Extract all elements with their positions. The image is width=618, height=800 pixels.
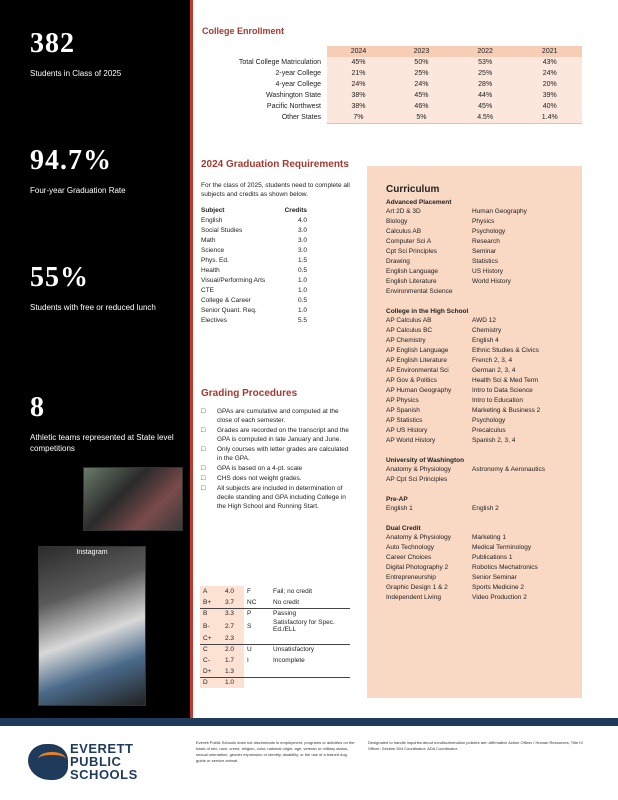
cell: 4.5%	[453, 112, 518, 123]
course-item: Statistics	[472, 258, 499, 265]
list-item: □ GPAs are cumulative and computed at the close of each semester.	[201, 407, 353, 425]
section-title: College Enrollment	[202, 26, 285, 36]
curriculum-section-title: College in the High School	[386, 308, 469, 315]
credits: 3.0	[297, 246, 307, 254]
symbol: F	[247, 588, 251, 595]
table-row	[202, 79, 582, 90]
curriculum-box	[367, 166, 582, 698]
year-header: 2023	[390, 46, 453, 57]
cell: 5%	[390, 112, 453, 123]
row-label: 4-year College	[275, 81, 321, 88]
stat-value: 382	[30, 28, 75, 59]
column-header: Subject	[201, 206, 225, 214]
subject: Visual/Performing Arts	[201, 276, 266, 284]
description: Unsatisfactory	[270, 644, 350, 655]
cell: 38%	[327, 101, 390, 112]
points: 2.7	[222, 619, 244, 633]
cell: 1.4%	[517, 112, 582, 123]
description	[270, 677, 350, 688]
course-item: AP English Language	[386, 347, 449, 354]
credits: 3.0	[297, 236, 307, 244]
table-row	[200, 666, 350, 677]
description: No credit	[273, 598, 300, 606]
grade: C-	[200, 655, 222, 666]
nondiscrimination-statement: Everett Public Schools does not discriminate in employment, programs or activities on the basis of sex, race, creed, religion, color, national origin, age, veteran or military status, sexual orientation, gender expression or identity, disability, or the use of a trained dog guide or service animal.	[196, 740, 355, 763]
course-item: Drawing	[386, 258, 410, 265]
table-row	[202, 57, 582, 68]
course-item: AP World History	[386, 437, 436, 444]
row-label: Other States	[281, 114, 321, 121]
subject: Math	[201, 236, 216, 244]
symbol: S	[247, 622, 252, 630]
course-item: AP Physics	[386, 397, 419, 404]
enrollment-table	[202, 46, 582, 124]
points: 2.3	[222, 633, 244, 644]
intro-text: For the class of 2025, students need to complete all subjects and credits as shown below.	[201, 182, 350, 198]
course-item: Ethnic Studies & Civics	[472, 347, 539, 354]
cell: 7%	[327, 112, 390, 123]
stat-value: 55%	[30, 262, 89, 293]
symbol	[244, 666, 270, 677]
logo-line: PUBLIC	[70, 754, 122, 769]
students-photo	[38, 546, 146, 706]
table-row	[201, 305, 353, 315]
graduation-requirements	[201, 158, 353, 325]
subject: College & Career	[201, 296, 251, 304]
footer-band	[0, 718, 618, 726]
credits: 1.5	[297, 256, 307, 264]
course-item: Marketing & Business 2	[472, 407, 541, 414]
points: 2.0	[222, 644, 244, 655]
curriculum-section-title: Advanced Placement	[386, 199, 452, 206]
grading-list	[201, 407, 353, 511]
row-label: 2-year College	[275, 70, 321, 77]
subject: Electives	[201, 316, 228, 324]
course-item: Marketing 1	[472, 534, 506, 541]
course-item: Auto Technology	[386, 544, 434, 551]
cell: 44%	[453, 90, 518, 101]
table-row	[201, 285, 353, 295]
section-title: Curriculum	[386, 184, 440, 195]
course-item: Medical Terminology	[472, 544, 532, 551]
points: 3.7	[222, 597, 244, 608]
table-row	[201, 235, 353, 245]
cell: 50%	[390, 57, 453, 68]
table-row	[201, 265, 353, 275]
college-enrollment	[202, 26, 582, 124]
course-item: US History	[472, 268, 504, 275]
photo-frame-label: Instagram	[76, 549, 108, 556]
course-item: Anatomy & Physiology	[386, 466, 452, 473]
cell: 21%	[327, 68, 390, 79]
cell: 39%	[517, 90, 582, 101]
course-item: Art 2D & 3D	[386, 208, 421, 215]
course-item: Biology	[386, 218, 408, 225]
description: Satisfactory for Spec. Ed./ELL	[273, 619, 335, 633]
course-item: Career Choices	[386, 554, 432, 561]
symbol	[244, 633, 270, 644]
credits: 4.0	[297, 216, 307, 224]
course-list	[386, 317, 570, 445]
credits: 1.0	[297, 306, 307, 314]
course-item: AP English Literature	[386, 357, 447, 364]
points: 1.0	[222, 677, 244, 688]
course-item: AWD 12	[472, 317, 496, 324]
symbol: I	[247, 657, 249, 664]
list-item: □ All subjects are included in determination of decile standing and GPA including College in the High School and Running Start.	[201, 484, 353, 511]
cell: 25%	[390, 68, 453, 79]
stat-label: Students in Class of 2025	[30, 69, 122, 78]
table-row	[201, 215, 353, 225]
course-item: Publications 1	[472, 554, 513, 561]
grade-scale	[200, 586, 350, 688]
course-item: Cpt Sci Principles	[386, 248, 437, 255]
grade: B-	[200, 619, 222, 633]
cell: 20%	[517, 79, 582, 90]
athlete-photo	[83, 467, 183, 531]
grade: D	[200, 677, 222, 688]
stat-value: 94.7%	[30, 145, 112, 176]
cell: 24%	[517, 68, 582, 79]
row-label: Washington State	[266, 92, 321, 99]
course-item: English Language	[386, 268, 439, 275]
course-item: Anatomy & Physiology	[386, 534, 452, 541]
subject: Health	[201, 266, 220, 274]
subject: English	[201, 216, 223, 224]
table-row	[201, 255, 353, 265]
table-row	[200, 644, 350, 655]
table-row	[201, 245, 353, 255]
course-item: Health Sci & Med Term	[472, 377, 539, 384]
table-row	[201, 275, 353, 285]
description: Passing	[270, 608, 350, 619]
cell: 38%	[327, 90, 390, 101]
course-item: English 4	[472, 337, 499, 344]
table-row	[202, 101, 582, 112]
course-item: Sports Medicine 2	[472, 584, 525, 591]
cell: 28%	[453, 79, 518, 90]
cell: 45%	[327, 57, 390, 68]
cell: 53%	[453, 57, 518, 68]
course-item: Human Geography	[472, 208, 527, 215]
credits: 0.5	[297, 296, 307, 304]
points: 3.3	[222, 608, 244, 619]
logo-swoosh-icon	[38, 752, 66, 766]
cell: 45%	[390, 90, 453, 101]
course-item: Entrepreneurship	[386, 574, 436, 581]
subject: Senior Quant. Req.	[201, 306, 257, 314]
course-list	[386, 208, 570, 296]
grade: C+	[200, 633, 222, 644]
course-item: Psychology	[472, 417, 506, 424]
course-item: World History	[472, 278, 511, 285]
symbol: P	[244, 608, 270, 619]
stat-free-lunch	[30, 262, 180, 313]
table-row	[201, 225, 353, 235]
grade: C	[200, 644, 222, 655]
course-item: French 2, 3, 4	[472, 357, 513, 364]
description	[270, 633, 350, 644]
course-item: AP Calculus BC	[386, 327, 433, 334]
row-label: Pacific Northwest	[266, 103, 321, 110]
course-item: AP Statistics	[386, 417, 423, 424]
list-item: □ Only courses with letter grades are calculated in the GPA.	[201, 445, 353, 463]
course-item: Robotics Mechatronics	[472, 564, 538, 571]
course-item	[472, 476, 570, 484]
cell: 46%	[390, 101, 453, 112]
course-list	[386, 534, 570, 602]
table-row	[200, 597, 350, 608]
section-title: 2024 Graduation Requirements	[201, 159, 349, 170]
curriculum-section-title: Dual Credit	[386, 525, 421, 532]
cell: 40%	[517, 101, 582, 112]
grade-scale-table	[200, 586, 350, 688]
table-row	[200, 608, 350, 619]
cell: 25%	[453, 68, 518, 79]
description: Incomplete	[273, 657, 305, 664]
course-list	[386, 505, 570, 513]
table-row	[200, 677, 350, 688]
table-row	[200, 655, 350, 666]
course-item: AP Environmental Sci	[386, 367, 449, 374]
symbol: NC	[247, 598, 257, 606]
course-item: AP Chemistry	[386, 337, 426, 344]
points: 4.0	[222, 586, 244, 597]
list-item: □ Grades are recorded on the transcript and the GPA is computed in late January and June.	[201, 426, 353, 444]
accent-divider	[190, 0, 193, 718]
description	[270, 666, 350, 677]
course-item	[472, 288, 570, 296]
course-item: Computer Sci A	[386, 238, 432, 245]
course-item: AP Human Geography	[386, 387, 452, 394]
cell: 24%	[390, 79, 453, 90]
grading-procedures	[201, 388, 353, 512]
column-header: Credits	[284, 206, 307, 214]
course-item: AP Calculus AB	[386, 317, 432, 324]
course-item: Physics	[472, 218, 495, 225]
course-item: Digital Photography 2	[386, 564, 449, 571]
contact-statement: Designated to handle inquiries about nondiscrimination policies are: Affirmative Action Officer / Human Resources; Title IX Officer; Section 504 Coordinator; ADA Coordinator.	[368, 740, 584, 751]
table-row	[202, 68, 582, 79]
curriculum-sections	[386, 199, 570, 602]
table-row	[201, 295, 353, 305]
cell: 45%	[453, 101, 518, 112]
course-item: Environmental Science	[386, 288, 453, 295]
description: Fail; no credit	[273, 588, 313, 595]
symbol: U	[244, 644, 270, 655]
course-item: German 2, 3, 4	[472, 367, 516, 374]
points: 1.3	[222, 666, 244, 677]
logo-line: SCHOOLS	[70, 767, 138, 782]
course-item: AP US History	[386, 427, 428, 434]
course-item: Chemistry	[472, 327, 502, 334]
table-row	[200, 619, 350, 633]
subject: Phys. Ed.	[201, 256, 229, 264]
district-logo	[28, 738, 178, 788]
subject: Social Studies	[201, 226, 243, 234]
symbol	[244, 677, 270, 688]
course-item: Intro to Data Science	[472, 387, 533, 394]
subject: CTE	[201, 286, 214, 294]
stat-athletics	[30, 392, 180, 454]
course-item: Precalculus	[472, 427, 506, 434]
course-item: Independent Living	[386, 594, 441, 601]
course-item: Senior Seminar	[472, 574, 517, 581]
course-item: Astronomy & Aeronautics	[472, 466, 545, 473]
course-item: AP Spanish	[386, 407, 420, 414]
row-label: Total College Matriculation	[238, 59, 321, 66]
stat-label: Students with free or reduced lunch	[30, 303, 156, 312]
credits: 1.0	[297, 286, 307, 294]
course-item: English 2	[472, 505, 499, 512]
section-title: Grading Procedures	[201, 388, 298, 399]
course-item: Seminar	[472, 248, 497, 255]
grade: A	[200, 586, 222, 597]
credits-table	[201, 205, 353, 325]
subject: Science	[201, 246, 225, 254]
course-item: Spanish 2, 3, 4	[472, 437, 516, 444]
stat-label: Athletic teams represented at State level competitions	[30, 433, 174, 453]
grade: D+	[200, 666, 222, 677]
table-row	[201, 315, 353, 325]
course-item: AP Gov & Politics	[386, 377, 437, 384]
table-row	[200, 586, 350, 597]
stat-label: Four-year Graduation Rate	[30, 186, 126, 195]
credits: 0.5	[297, 266, 307, 274]
grade: B	[200, 608, 222, 619]
course-list	[386, 466, 570, 484]
curriculum-section-title: University of Washington	[386, 457, 465, 464]
table-row	[200, 633, 350, 644]
points: 1.7	[222, 655, 244, 666]
course-item: Psychology	[472, 228, 506, 235]
cell: 24%	[327, 79, 390, 90]
course-item: Graphic Design 1 & 2	[386, 584, 448, 591]
course-item: Research	[472, 238, 500, 245]
year-header: 2024	[327, 46, 390, 57]
course-item: English Literature	[386, 278, 437, 285]
cell: 43%	[517, 57, 582, 68]
stat-class-size	[30, 28, 180, 79]
year-header: 2021	[517, 46, 582, 57]
table-row	[202, 112, 582, 123]
course-item: Video Production 2	[472, 594, 527, 601]
list-item: □ GPA is based on a 4-pt. scale	[201, 464, 353, 473]
course-item: AP Cpt Sci Principles	[386, 476, 448, 483]
curriculum-section-title: Pre-AP	[386, 496, 408, 503]
logo-line: EVERETT	[70, 741, 134, 756]
credits: 5.5	[297, 316, 307, 324]
stat-graduation-rate	[30, 145, 180, 196]
year-header: 2022	[453, 46, 518, 57]
table-row	[202, 90, 582, 101]
credits: 3.0	[297, 226, 307, 234]
grade: B+	[200, 597, 222, 608]
credits: 1.0	[297, 276, 307, 284]
course-item: Intro to Education	[472, 397, 523, 404]
course-item: Calculus AB	[386, 228, 422, 235]
course-item: English 1	[386, 505, 413, 512]
list-item: □ CHS does not weight grades.	[201, 474, 353, 483]
logo-wordmark	[70, 742, 138, 781]
stat-value: 8	[30, 392, 45, 423]
